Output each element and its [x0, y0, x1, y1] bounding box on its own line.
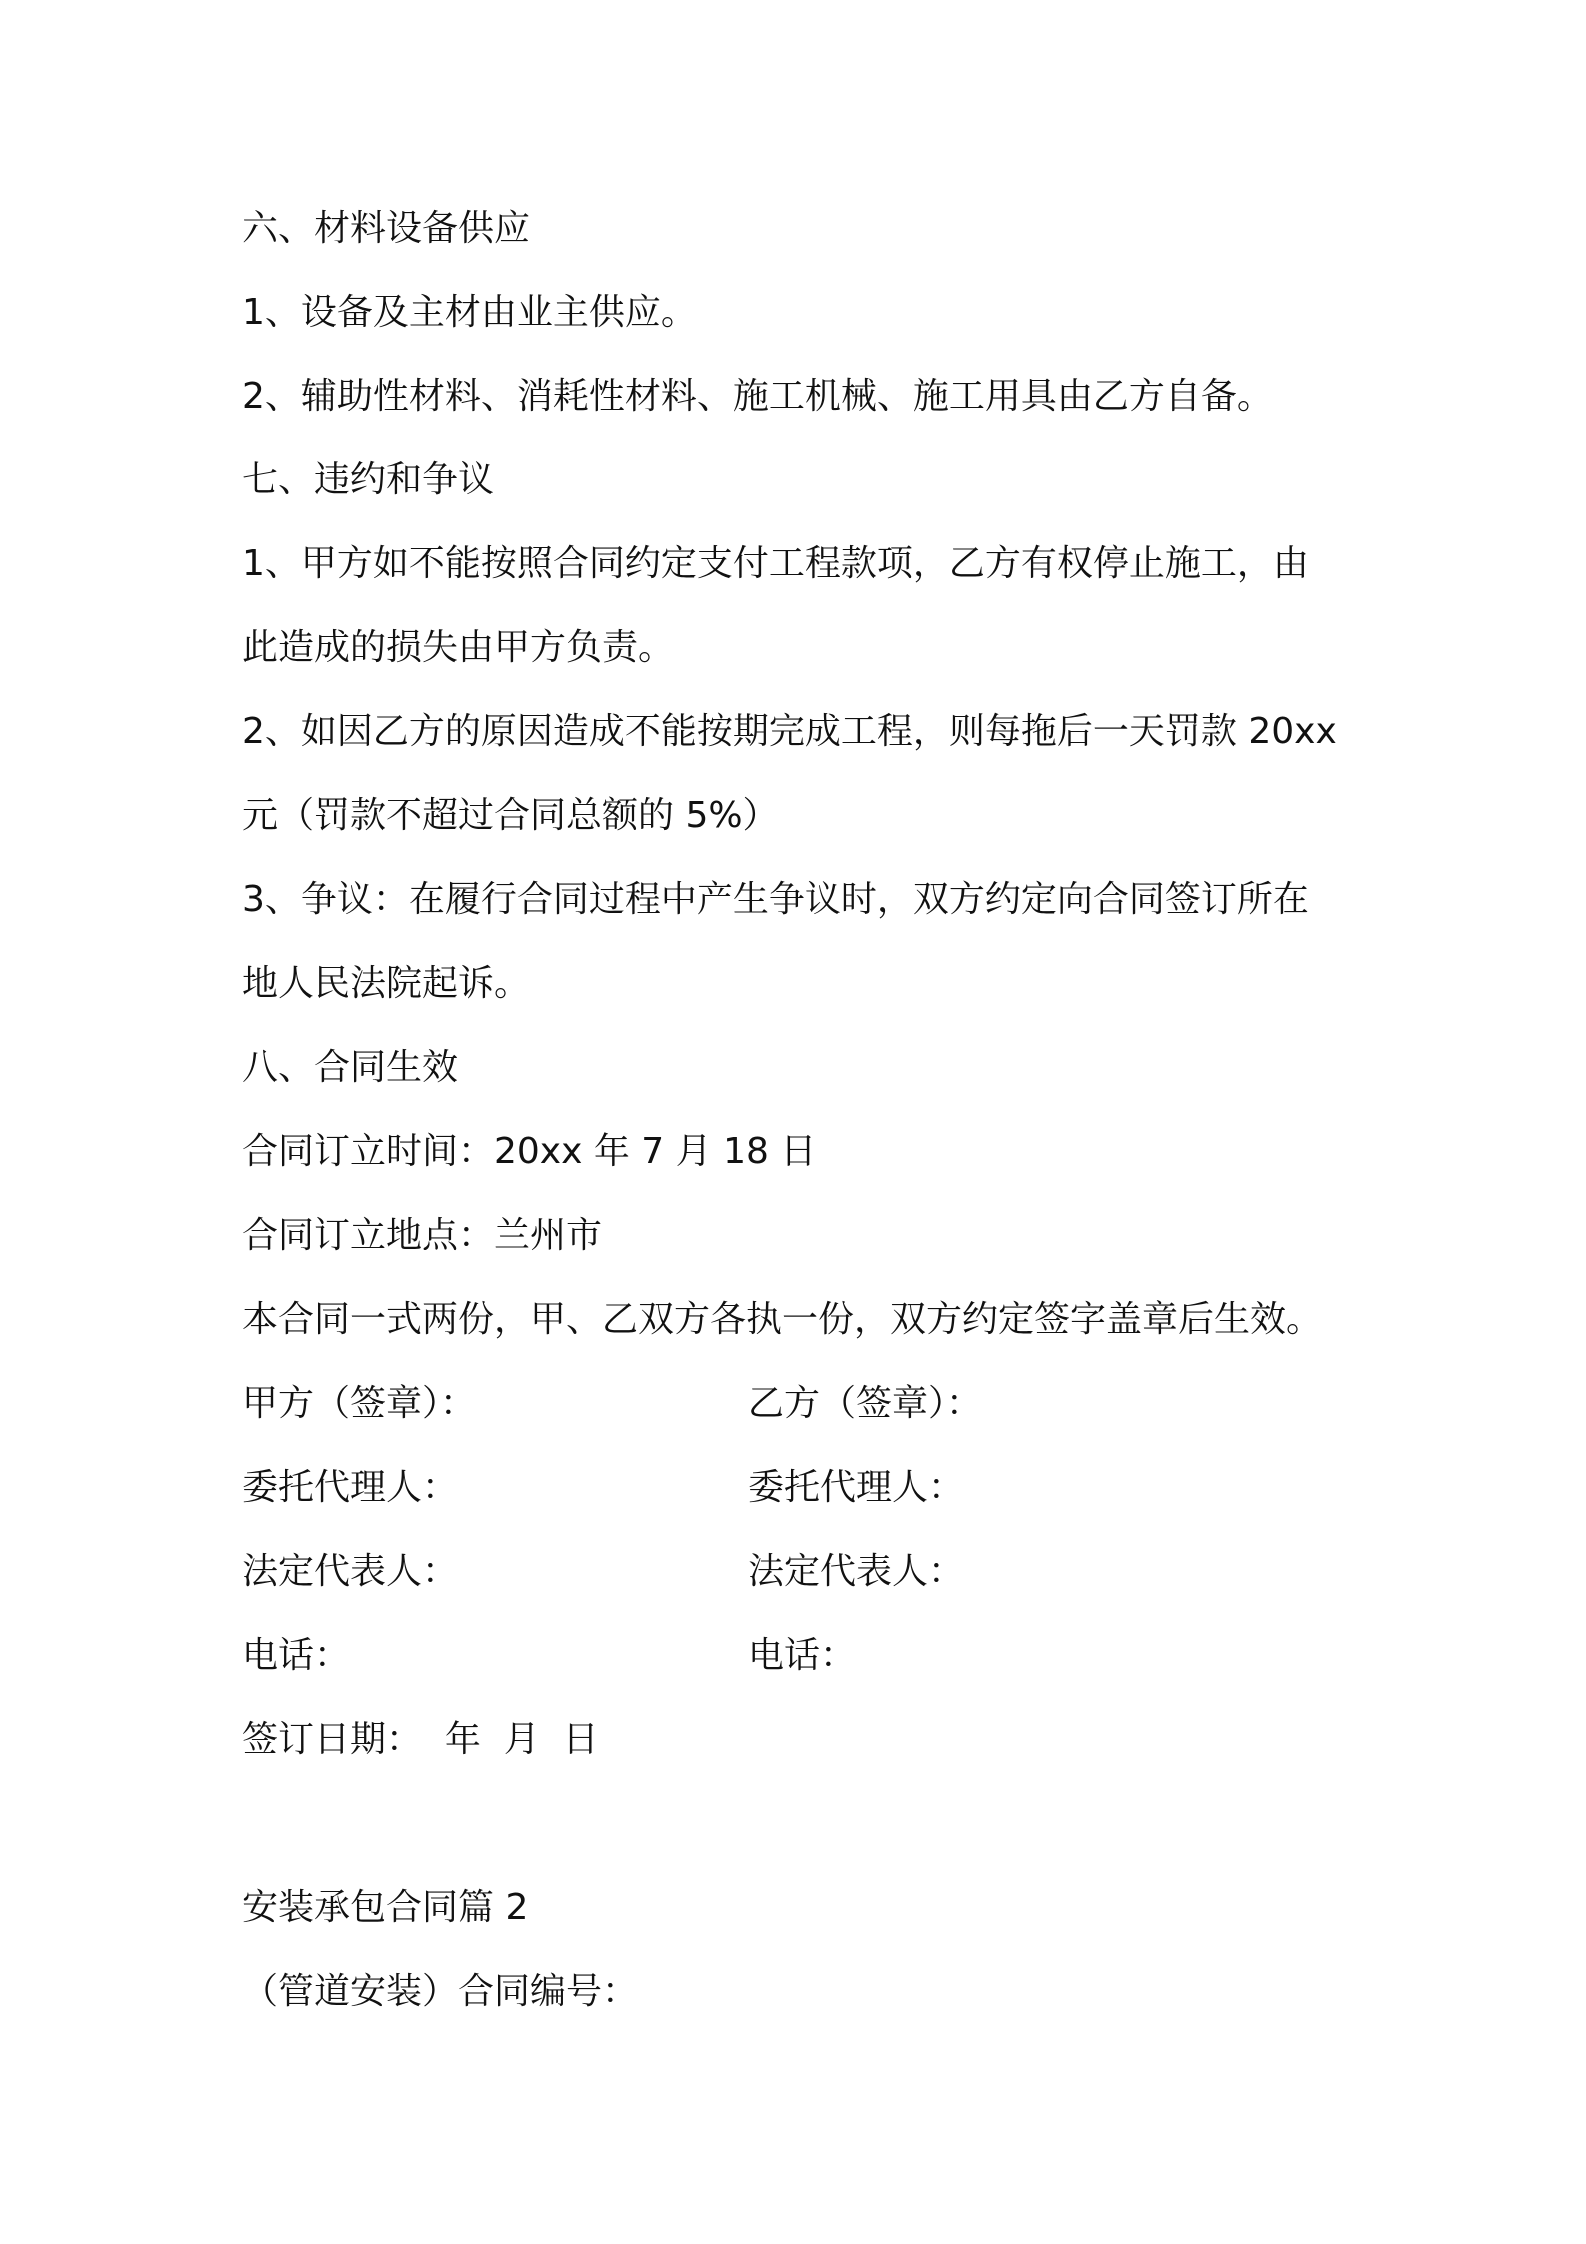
sign-date-label: 签订日期： 年 月 日: [242, 1719, 599, 1760]
section-7-item-3-line-1: 3、争议：在履行合同过程中产生争议时，双方约定向合同签订所在: [242, 879, 1309, 920]
section-7-item-2-line-2: 元（罚款不超过合同总额的 5%）: [242, 795, 779, 836]
contract-copies-clause: 本合同一式两份，甲、乙双方各执一份，双方约定签字盖章后生效。: [242, 1299, 1323, 1340]
party-a-phone-label: 电话：: [242, 1635, 351, 1676]
next-contract-title: 安装承包合同篇 2: [242, 1887, 529, 1928]
section-7-item-1-line-2: 此造成的损失由甲方负责。: [242, 627, 675, 668]
party-a-agent-label: 委托代理人：: [242, 1467, 459, 1508]
section-6-item-2: 2、辅助性材料、消耗性材料、施工机械、施工用具由乙方自备。: [242, 376, 1273, 417]
section-6-heading: 六、材料设备供应: [242, 208, 531, 249]
party-b-seal-label: 乙方（签章）：: [748, 1383, 983, 1424]
party-a-legal-rep-label: 法定代表人：: [242, 1551, 459, 1592]
party-b-phone-label: 电话：: [748, 1635, 857, 1676]
section-7-item-2-line-1: 2、如因乙方的原因造成不能按期完成工程，则每拖后一天罚款 20xx: [242, 711, 1337, 752]
section-7-heading: 七、违约和争议: [242, 459, 495, 500]
section-7-item-1-line-1: 1、甲方如不能按照合同约定支付工程款项，乙方有权停止施工，由: [242, 543, 1309, 584]
contract-sign-place: 合同订立地点：兰州市: [242, 1215, 603, 1256]
section-6-item-1: 1、设备及主材由业主供应。: [242, 292, 697, 333]
party-b-legal-rep-label: 法定代表人：: [748, 1551, 965, 1592]
section-8-heading: 八、合同生效: [242, 1047, 459, 1088]
section-7-item-3-line-2: 地人民法院起诉。: [242, 963, 531, 1004]
next-contract-subtitle: （管道安装）合同编号：: [242, 1971, 639, 2012]
party-a-seal-label: 甲方（签章）：: [242, 1383, 477, 1424]
contract-sign-time: 合同订立时间：20xx 年 7 月 18 日: [242, 1131, 817, 1172]
party-b-agent-label: 委托代理人：: [748, 1467, 965, 1508]
